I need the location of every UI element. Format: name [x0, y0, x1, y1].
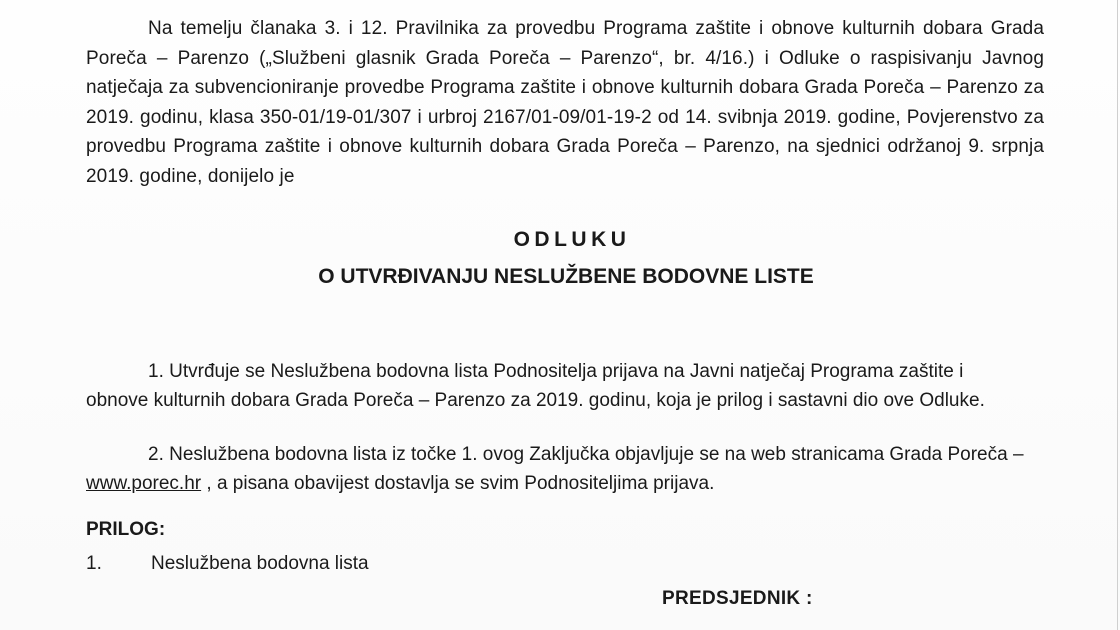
point-2-text-start: 2. Neslužbena bodovna lista iz točke 1. ovog Zaključka objavljuje se na web stranicama Grada Poreča –	[148, 444, 1024, 465]
attachment-heading: PRILOG:	[86, 519, 166, 540]
document-subtitle: O UTVRĐIVANJU NESLUŽBENE BODOVNE LISTE	[318, 265, 814, 288]
point-1-paragraph: 1. Utvrđuje se Neslužbena bodovna lista Podnositelja prijava na Javni natječaj Programa zaštite i obnove kulturnih dobara Grada Poreča – Parenzo za 2019. godinu, koja je prilog i sastavni dio ove Odluke.	[86, 361, 985, 411]
website-link[interactable]: www.porec.hr	[86, 473, 202, 494]
signature-label: PREDSJEDNIK :	[662, 588, 813, 609]
intro-paragraph: Na temelju članaka 3. i 12. Pravilnika za provedbu Programa zaštite i obnove kulturnih dobara Grada Poreča – Parenzo („Službeni glasnik Grada Poreča – Parenzo“, br. 4/16.) i Odluke o raspisivanju Javnog natječaja za subvencioniranje provedbe Programa zaštite i obnove kulturnih dobara Grada Poreča – Parenzo za 2019. godinu, klasa 350-01/19-01/307 i urbroj 2167/01-09/01-19-2 od 14. svibnja 2019. godine, Povjerenstvo za provedbu Programa zaštite i obnove kulturnih dobara Grada Poreča – Parenzo, na sjednici održanoj 9. srpnja 2019. godine, donijelo je	[86, 18, 1044, 187]
point-2-paragraph	[86, 440, 1030, 498]
attachment-item-number: 1.	[86, 553, 102, 574]
document-title: ODLUKU	[513, 228, 631, 251]
page-edge	[1117, 0, 1118, 630]
attachment-item-label: Neslužbena bodovna lista	[151, 553, 369, 574]
point-2-text-end: , a pisana obavijest dostavlja se svim Podnositeljima prijava.	[201, 473, 715, 494]
attachment-item	[86, 553, 369, 575]
